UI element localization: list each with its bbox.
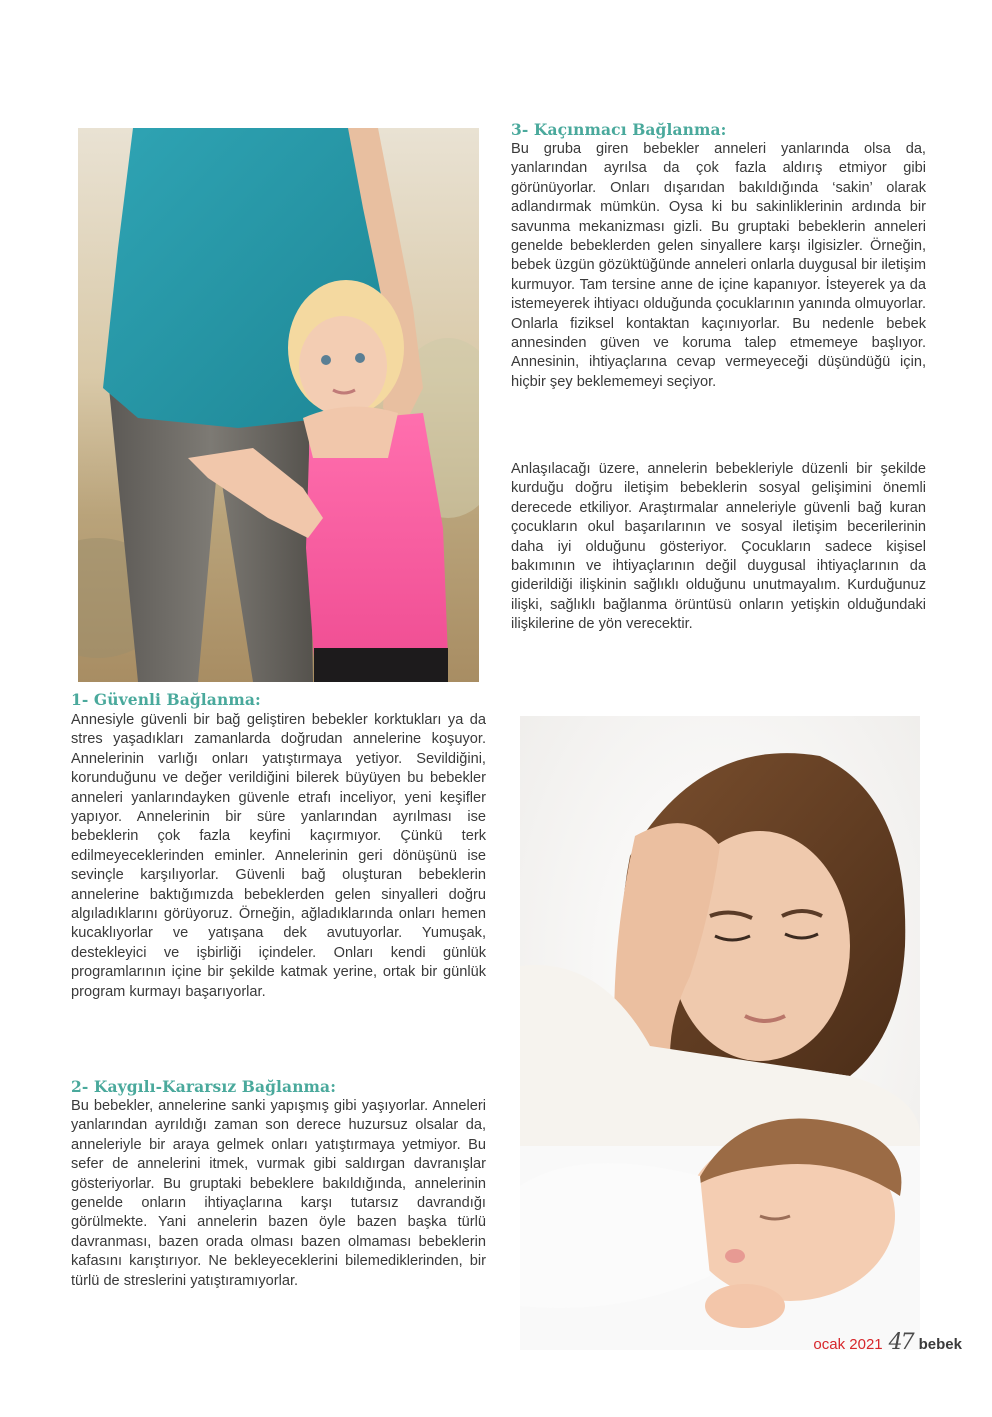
mother-and-baby-illustration <box>520 716 920 1350</box>
section-heading-anxious: 2- Kaygılı-Kararsız Bağlanma: <box>71 1077 337 1096</box>
section-heading-secure: 1- Güvenli Bağlanma: <box>71 690 261 709</box>
mother-and-daughter-illustration <box>78 128 479 682</box>
section-heading-avoidant: 3- Kaçınmacı Bağlanma: <box>511 120 727 139</box>
mother-and-daughter-photo <box>78 128 479 682</box>
mother-and-sleeping-baby-photo <box>520 716 920 1350</box>
section-body-anxious: Bu bebekler, annelerine sanki yapışmış gibi yaşıyorlar. Anneleri yanlarından ayrıldığı zaman son derece huzursuz olsalar da, anneleriyle bir araya gelmek onları yatıştırmaya yetmiyor. Bu sefer de annelerini itmek, vurmak gibi saldırgan davranışlar gösteriyorlar. Bu gruptaki bebeklere bakıldığında, annelerinin genelde onların ihtiyaçlarına karşı tutarsız davrandığı görülmekte. Yani annelerin bazen öyle bazen başka türlü davranması, bazen orada olması bazen olmaması bebeklerin kafasını karıştırıyor. Ne bekleyeceklerini bilemediklerinden, bir türlü de streslerini yatıştıramıyorlar. <box>71 1098 486 1289</box>
magazine-name: bebek <box>918 1336 962 1353</box>
page-footer <box>813 1330 962 1355</box>
issue-date: ocak 2021 <box>813 1336 883 1353</box>
section-body-secure: Annesiyle güvenli bir bağ geliştiren bebekler korktukları ya da stres yaşadıkları zamanlarda doğrudan annelerine koşuyor. Annelerinin varlığı onları yatıştırmaya yetiyor. Sevildiğini, korunduğunu ve değer verildiğini bilerek büyüyen bu bebekler anneleri yanlarındayken güvenle etrafı inceliyor, yeni keşifler yapıyor. Annelerinin bir süre yanlarından ayrılması ise bebeklerin çok fazla keyfini kaçırmıyor. Çünkü terk edilmeyeceklerinden eminler. Annelerinin geri dönüşünü ise sevinçle karşılıyorlar. Güvenli bağ oluşturan bebeklerin annelerine baktığımızda bebeklerden gelen sinyalleri doğru algıladıklarını görüyoruz. Örneğin, ağladıklarında onları hemen kucaklıyorlar ve yatışana dek avutuyorlar. Yumuşak, destekleyici ve işbirliği içindeler. Onları kendi günlük programlarının içine bir şekilde katmak yerine, ortak bir günlük program kurmayı başarıyorlar. <box>71 712 486 1000</box>
section-body-avoidant: Bu gruba giren bebekler anneleri yanlarında olsa da, yanlarından ayrılsa da çok fazla aldırış etmiyor gibi görünüyorlar. Onları dışarıdan bakıldığında ‘sakin’ olarak adlandırmak mümkün. Oysa ki bu sakinliklerinin ardında bir savunma mekanizması gizli. Bu gruptaki bebeklerin anneleri genelde bebeklerden gelen sinyallere karşı ilgisizler. Örneğin, bebek üzgün gözüktüğünde anneleri onlarla duygusal bir iletişim kurmuyor. Tam tersine anne de içine kapanıyor. İsteyerek ya da istemeyerek ihtiyacı olduğunda çocuklarının yanında olmuyorlar. Onlarla fiziksel kontaktan kaçınıyorlar. Bu nedenle bebek annesinden güven ve koruma talep etmemeye başlıyor. Annesinin, ihtiyaçlarına cevap vermeyeceği düşündüğü için, hiçbir şey beklememeyi seçiyor. <box>511 141 926 390</box>
conclusion-paragraph: Anlaşılacağı üzere, annelerin bebekleriyle düzenli bir şekilde kurduğu doğru iletişim bebeklerin sosyal gelişimini önemli derecede etkiliyor. Araştırmalar anneleriyle güvenli bağ kuran çocukların okul başarılarının ve sosyal iletişim becerilerinin daha iyi olduğunu gösteriyor. Çocukların sadece kişisel bakımının ve ihtiyaçlarının değil duygusal ihtiyaçlarının da giderildiği ilişkinin sağlıklı olduğunu unutmayalım. Kurduğunuz ilişki, sağlıklı bağlanma örüntüsü onların yetişkin olduğundaki ilişkilerine de yön verecektir. <box>511 461 926 633</box>
page-number: 47 <box>888 1330 913 1355</box>
